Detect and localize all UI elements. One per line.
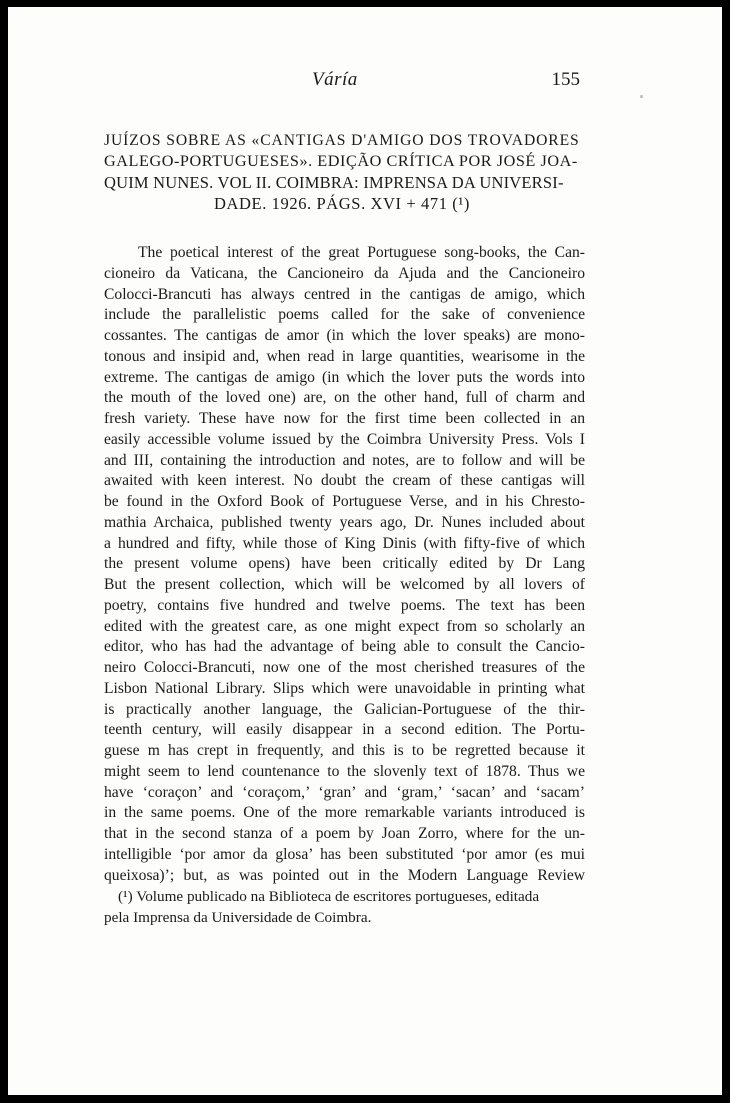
body-line: mathia Archaica, published twenty years ago, Dr. Nunes included about: [104, 513, 585, 531]
body-line: tonous and insipid and, when read in large quantities, wearisome in the: [104, 347, 585, 365]
review-heading: [104, 130, 580, 214]
body-line: that in the second stanza of a poem by Joan Zorro, where for the un-: [104, 825, 585, 842]
body-line: But the present collection, which will be welcomed by all lovers of: [104, 576, 585, 593]
body-line: the present volume opens) have been critically edited by Dr Lang: [104, 555, 585, 573]
body-line: intelligible ‘por amor da glosa’ has been substituted ‘por amor (es mui: [104, 845, 585, 863]
body-line: Lisbon National Library. Slips which were unavoidable in printing what: [104, 679, 585, 697]
body-line: poetry, contains five hundred and twelve poems. The text has been: [104, 596, 585, 614]
running-title: Váría: [312, 69, 358, 90]
footnote-line: pela Imprensa da Universidade de Coimbra.: [104, 909, 372, 926]
body-line: and III, containing the introduction and notes, are to follow and will be: [104, 451, 585, 469]
body-line: have ‘coraçon’ and ‘coraçom,’ ‘gran’ and ‘gram,’ ‘sacan’ and ‘sacam’: [104, 783, 585, 801]
body-line: teenth century, will easily disappear in a second edition. The Portu-: [104, 721, 585, 739]
footnote-line: (¹) Volume publicado na Biblioteca de escritores portugueses, editada: [118, 888, 540, 905]
body-line: a hundred and fifty, while those of King Dinis (with fifty-five of which: [104, 534, 585, 552]
body-line: Colocci-Brancuti has always centred in the cantigas de amigo, which: [104, 285, 585, 303]
footnote: [104, 886, 585, 928]
body-line: be found in the Oxford Book of Portuguese Verse, and in his Chresto-: [104, 493, 585, 510]
page-number: 155: [551, 69, 580, 90]
heading-line: JUÍZOS SOBRE AS «CANTIGAS D'AMIGO DOS TROVADORES: [104, 132, 580, 149]
body-line: neiro Colocci-Brancuti, now one of the most cherished treasures of the: [104, 659, 585, 676]
body-line: in the same poems. One of the more remarkable variants introduced is: [104, 804, 585, 822]
body-line: include the parallelistic poems called for the sake of convenience: [104, 306, 585, 324]
body-line: editor, who has had the advantage of being able to consult the Cancio-: [104, 638, 585, 656]
body-line: guese m has crept in frequently, and this is to be regretted because it: [104, 742, 585, 759]
body-line: fresh variety. These have now for the first time been collected in an: [104, 410, 585, 427]
body-line: cossantes. The cantigas de amor (in which the lover speaks) are mono-: [104, 327, 585, 344]
body-line: easily accessible volume issued by the Coimbra University Press. Vols I: [104, 430, 585, 448]
body-line: cioneiro da Vaticana, the Cancioneiro da Ajuda and the Cancioneiro: [104, 264, 585, 282]
body-line: might seem to lend countenance to the slovenly text of 1878. Thus we: [104, 762, 585, 780]
body-line: queixosa)’; but, as was pointed out in the Modern Language Review: [104, 866, 585, 884]
running-head: [8, 69, 722, 93]
review-body: [104, 243, 585, 886]
heading-line: DADE. 1926. PÁGS. XVI + 471 (¹): [213, 194, 471, 213]
body-line: is practically another language, the Galician-Portuguese of the thir-: [104, 700, 585, 718]
body-line: awaited with keen interest. No doubt the cream of these cantigas will: [104, 472, 585, 490]
heading-line: QUIM NUNES. VOL II. COIMBRA: IMPRENSA DA UNIVERSI-: [104, 173, 564, 192]
paper-speck: [640, 95, 643, 98]
body-line: The poetical interest of the great Portuguese song-books, the Can-: [138, 244, 585, 261]
heading-line: GALEGO-PORTUGUESES». EDIÇÃO CRÍTICA POR JOSÉ JOA-: [104, 152, 578, 170]
body-line: the mouth of the loved one) are, on the other hand, full of charm and: [104, 389, 585, 407]
book-page: [8, 7, 722, 1095]
body-line: extreme. The cantigas de amigo (in which the lover puts the words into: [104, 368, 585, 386]
body-line: edited with the greatest care, as one might expect from so scholarly an: [104, 617, 585, 635]
